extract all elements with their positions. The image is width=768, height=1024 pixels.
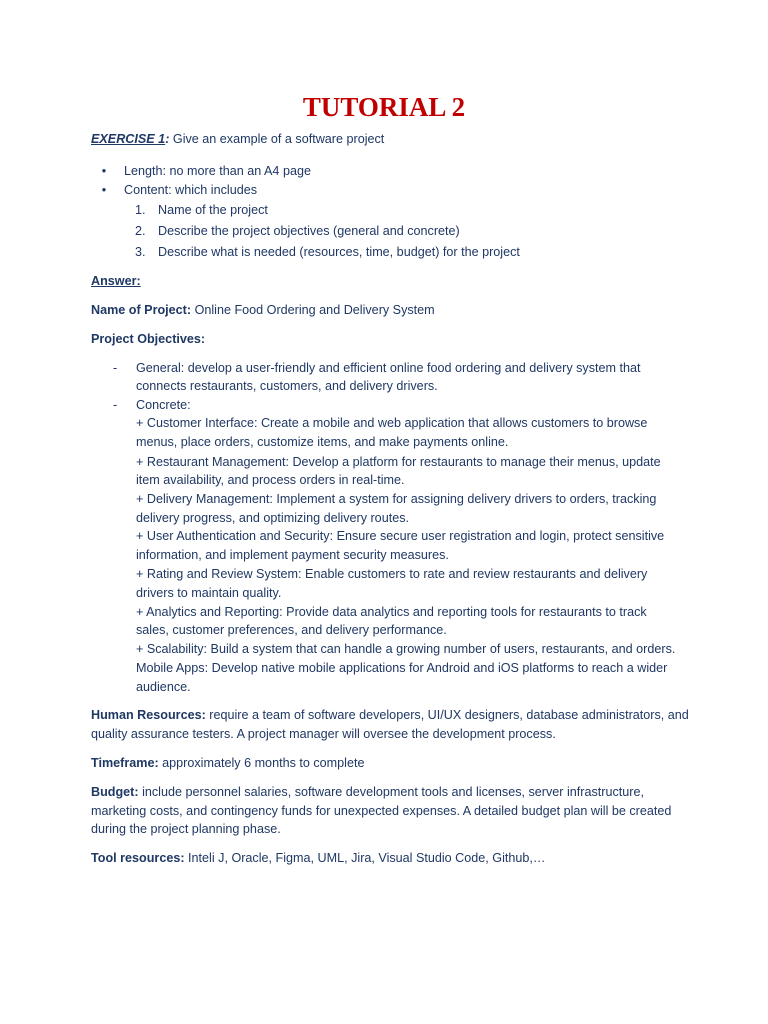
human-resources-label: Human Resources: [91, 708, 206, 722]
numbered-marker: 1. [135, 203, 146, 217]
budget-label: Budget: [91, 785, 139, 799]
project-name-label: Name of Project: [91, 303, 192, 317]
numbered-marker: 3. [135, 245, 146, 259]
human-resources [91, 706, 689, 724]
exercise-text: Give an example of a software project [172, 132, 385, 146]
project-name-value: Online Food Ordering and Delivery System [194, 303, 435, 317]
tool-resources-label: Tool resources: [91, 851, 185, 865]
answer-heading: Answer: [91, 274, 141, 288]
objective-line: drivers to maintain quality. [136, 586, 282, 600]
budget-text: marketing costs, and contingency funds for unexpected expenses. A detailed budget plan will be created [91, 804, 672, 818]
objective-line: item availability, and process orders in real-time. [136, 473, 405, 487]
bullet-icon: • [101, 164, 107, 178]
objective-line: information, and implement payment security measures. [136, 548, 449, 562]
objective-line: delivery progress, and optimizing delivery routes. [136, 511, 409, 525]
numbered-marker: 2. [135, 224, 146, 238]
exercise-label: EXERCISE 1 [91, 132, 166, 146]
tool-resources-value: Inteli J, Oracle, Figma, UML, Jira, Visual Studio Code, Github,… [188, 851, 546, 865]
tool-resources [91, 849, 545, 867]
objective-line: + Customer Interface: Create a mobile and web application that allows customers to browse [136, 416, 648, 430]
numbered-item: Describe what is needed (resources, time, budget) for the project [158, 245, 520, 259]
objective-line: + Analytics and Reporting: Provide data analytics and reporting tools for restaurants to track [136, 605, 647, 619]
budget-text: include personnel salaries, software development tools and licenses, server infrastructure, [142, 785, 644, 799]
objective-line: + Delivery Management: Implement a system for assigning delivery drivers to orders, tracking [136, 492, 657, 506]
budget [91, 783, 644, 801]
objective-line: Mobile Apps: Develop native mobile applications for Android and iOS platforms to reach a wider [136, 661, 668, 675]
objective-line: sales, customer preferences, and delivery performance. [136, 623, 447, 637]
timeframe-value: approximately 6 months to complete [162, 756, 365, 770]
dash-marker: - [113, 398, 118, 412]
timeframe-label: Timeframe: [91, 756, 159, 770]
objective-line: + Restaurant Management: Develop a platform for restaurants to manage their menus, update [136, 455, 661, 469]
bullet-icon: • [101, 183, 107, 197]
exercise-colon: : [165, 132, 170, 146]
objective-concrete-label: Concrete: [136, 398, 191, 412]
project-name [91, 301, 435, 319]
objective-line: + Rating and Review System: Enable customers to rate and review restaurants and delivery [136, 567, 648, 581]
human-resources-text: require a team of software developers, UI/UX designers, database administrators, and [209, 708, 689, 722]
objective-line: + Scalability: Build a system that can handle a growing number of users, restaurants, and orders. [136, 642, 676, 656]
objective-general-line: connects restaurants, customers, and delivery drivers. [136, 379, 438, 393]
document-title: TUTORIAL 2 [302, 92, 466, 122]
budget-text: during the project planning phase. [91, 822, 281, 836]
objective-line: menus, place orders, customize items, and make payments online. [136, 435, 509, 449]
requirement-item: Length: no more than an A4 page [124, 164, 311, 178]
objectives-heading: Project Objectives: [91, 332, 206, 346]
timeframe [91, 754, 364, 772]
numbered-item: Describe the project objectives (general and concrete) [158, 224, 460, 238]
objective-line: + User Authentication and Security: Ensure secure user registration and login, protect sensitive [136, 529, 665, 543]
objective-general-line: General: develop a user-friendly and efficient online food ordering and delivery system that [136, 361, 641, 375]
objective-line: audience. [136, 680, 191, 694]
exercise-heading [91, 130, 384, 148]
requirement-item: Content: which includes [124, 183, 258, 197]
numbered-item: Name of the project [158, 203, 268, 217]
human-resources-text: quality assurance testers. A project manager will oversee the development process. [91, 727, 556, 741]
dash-marker: - [113, 361, 118, 375]
